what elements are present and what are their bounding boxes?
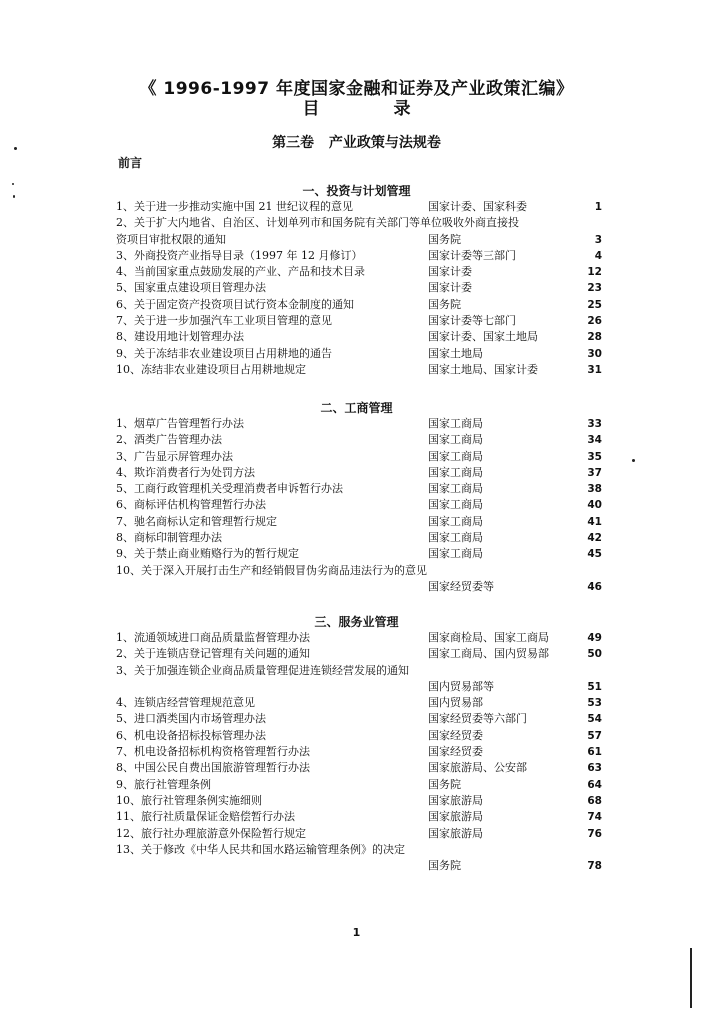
toc-entry-title: 1、流通领域进口商品质量监督管理办法 xyxy=(116,631,310,644)
toc-entry xyxy=(116,858,602,874)
toc-entry-page: 23 xyxy=(587,282,602,295)
toc-entry-title: 4、连锁店经营管理规范意见 xyxy=(116,696,255,710)
toc-entry-authority: 国家旅游局 xyxy=(428,826,483,840)
toc-entry-authority: 国家工商局 xyxy=(428,449,483,463)
toc-entry xyxy=(116,842,602,858)
toc-entry-authority: 国家工商局、国内贸易部 xyxy=(428,647,549,661)
toc-entry xyxy=(116,346,602,362)
toc-entry-title: 3、广告显示屏管理办法 xyxy=(116,449,233,463)
toc-entry-page: 49 xyxy=(587,632,602,644)
toc-entry-title: 8、商标印制管理办法 xyxy=(116,531,222,545)
table-of-contents-heading: 目 录 xyxy=(302,99,411,119)
toc-entry xyxy=(116,416,602,432)
toc-entry-title: 2、酒类广告管理办法 xyxy=(116,433,222,447)
toc-entry-title: 11、旅行社质量保证金赔偿暂行办法 xyxy=(116,810,295,824)
toc-entry xyxy=(116,630,602,646)
toc-entry-page: 68 xyxy=(587,794,602,807)
toc-entry-page: 35 xyxy=(587,450,602,463)
toc-entry xyxy=(116,264,602,280)
toc-entry-authority: 国家土地局、国家计委 xyxy=(428,362,538,376)
preface-label: 前言 xyxy=(118,156,143,170)
toc-entry-authority: 国家旅游局、公安部 xyxy=(428,761,527,775)
toc-entry-authority: 国家工商局 xyxy=(428,433,483,447)
toc-entry-authority: 国家经贸委 xyxy=(428,728,483,742)
toc-entry-title: 6、商标评估机构管理暂行办法 xyxy=(116,498,266,512)
toc-entry-title: 4、当前国家重点鼓励发展的产业、产品和技术目录 xyxy=(116,265,365,279)
toc-entry-title: 4、欺诈消费者行为处罚方法 xyxy=(116,465,255,479)
toc-entry-authority: 国家工商局 xyxy=(428,498,483,512)
toc-entry-title: 8、建设用地计划管理办法 xyxy=(116,330,244,344)
toc-entry-title: 7、关于进一步加强汽车工业项目管理的意见 xyxy=(116,314,332,328)
toc-entry xyxy=(116,711,602,727)
toc-entry-title: 2、关于扩大内地省、自治区、计划单列市和国务院有关部门等单位吸收外商直接投 xyxy=(116,216,519,230)
toc-entry-title: 7、驰名商标认定和管理暂行规定 xyxy=(116,514,277,528)
toc-entry-title: 2、关于连锁店登记管理有关问题的通知 xyxy=(116,647,310,661)
toc-entry-page: 61 xyxy=(587,746,602,759)
toc-entry-page: 63 xyxy=(587,762,602,775)
toc-entry-authority: 国家旅游局 xyxy=(428,810,483,824)
toc-entry xyxy=(116,777,602,793)
toc-entry xyxy=(116,297,602,313)
toc-entry-page: 30 xyxy=(587,347,602,360)
toc-entry-authority: 国务院 xyxy=(428,777,461,791)
toc-entry-title: 10、冻结非农业建设项目占用耕地规定 xyxy=(116,362,306,376)
toc-entry-page: 26 xyxy=(587,315,602,328)
toc-entry-page: 41 xyxy=(587,515,602,528)
toc-entry-page: 25 xyxy=(587,298,602,311)
toc-entry-title: 5、国家重点建设项目管理办法 xyxy=(116,281,266,295)
toc-entry xyxy=(116,646,602,662)
toc-entry-page: 37 xyxy=(587,466,602,479)
toc-entry-title: 3、关于加强连锁企业商品质量管理促进连锁经营发展的通知 xyxy=(116,663,409,677)
section-entries-services xyxy=(116,630,602,874)
toc-entry-authority: 国家工商局 xyxy=(428,547,483,561)
document-title: 《 1996-1997 年度国家金融和证券及产业政策汇编》 xyxy=(139,79,574,99)
toc-entry-title: 9、关于冻结非农业建设项目占用耕地的通告 xyxy=(116,346,332,360)
toc-entry-page: 45 xyxy=(587,548,602,561)
toc-entry xyxy=(116,329,602,345)
toc-entry-authority: 国家计委 xyxy=(428,281,472,295)
toc-entry xyxy=(116,530,602,546)
toc-entry xyxy=(116,248,602,264)
scan-speck xyxy=(13,195,15,198)
toc-entry-page: 1 xyxy=(594,201,602,213)
toc-entry xyxy=(116,280,602,296)
toc-entry-page: 40 xyxy=(587,499,602,512)
toc-entry-page: 50 xyxy=(587,648,602,661)
toc-entry xyxy=(116,826,602,842)
toc-entry-authority: 国家计委、国家科委 xyxy=(428,200,527,213)
toc-entry-authority: 国家计委等七部门 xyxy=(428,314,516,328)
toc-entry xyxy=(116,579,602,595)
toc-entry xyxy=(116,546,602,562)
scan-speck xyxy=(632,459,635,462)
toc-entry xyxy=(116,362,602,378)
toc-entry xyxy=(116,465,602,481)
toc-entry xyxy=(116,232,602,248)
toc-entry xyxy=(116,432,602,448)
toc-entry-authority: 国家计委等三部门 xyxy=(428,248,516,262)
toc-entry-page: 28 xyxy=(587,331,602,344)
toc-entry-title: 8、中国公民自费出国旅游管理暂行办法 xyxy=(116,761,310,775)
toc-entry-authority: 国家经贸委 xyxy=(428,745,483,759)
toc-entry xyxy=(116,514,602,530)
toc-entry-page: 46 xyxy=(587,580,602,593)
toc-entry-page: 12 xyxy=(587,266,602,279)
toc-entry xyxy=(116,481,602,497)
toc-entry-page: 33 xyxy=(587,418,602,430)
toc-entry-title: 3、外商投资产业指导目录（1997 年 12 月修订） xyxy=(116,248,363,262)
toc-entry-title: 9、旅行社管理条例 xyxy=(116,777,211,791)
toc-entry-title: 1、烟草广告管理暂行办法 xyxy=(116,417,244,430)
toc-entry-title: 10、关于深入开展打击生产和经销假冒伪劣商品违法行为的意见 xyxy=(116,563,427,577)
toc-entry-page: 53 xyxy=(587,697,602,710)
toc-entry-page: 78 xyxy=(587,860,602,873)
toc-entry xyxy=(116,663,602,679)
scan-speck xyxy=(14,147,17,150)
toc-entry-authority: 国家土地局 xyxy=(428,346,483,360)
toc-entry-authority: 国家商检局、国家工商局 xyxy=(428,631,549,644)
toc-entry-page: 64 xyxy=(587,778,602,791)
toc-entry xyxy=(116,215,602,231)
toc-entry-authority: 国内贸易部等 xyxy=(428,679,494,693)
scan-speck xyxy=(12,183,14,185)
page-number: 1 xyxy=(352,926,361,939)
toc-entry-title: 资项目审批权限的通知 xyxy=(116,232,226,246)
toc-entry-authority: 国家工商局 xyxy=(428,514,483,528)
toc-entry-authority: 国家工商局 xyxy=(428,482,483,496)
toc-entry-page: 42 xyxy=(587,532,602,545)
toc-entry-page: 57 xyxy=(587,729,602,742)
toc-entry xyxy=(116,313,602,329)
toc-entry xyxy=(116,449,602,465)
toc-entry xyxy=(116,728,602,744)
toc-entry-title: 5、工商行政管理机关受理消费者申诉暂行办法 xyxy=(116,482,343,496)
toc-entry-title: 6、机电设备招标投标管理办法 xyxy=(116,728,266,742)
toc-entry-authority: 国家工商局 xyxy=(428,465,483,479)
toc-entry-title: 9、关于禁止商业贿赂行为的暂行规定 xyxy=(116,547,299,561)
toc-entry-page: 74 xyxy=(587,811,602,824)
toc-entry-authority: 国家计委 xyxy=(428,265,472,279)
toc-entry-authority: 国家计委、国家土地局 xyxy=(428,330,538,344)
scan-edge-line xyxy=(690,948,692,1008)
toc-entry-page: 76 xyxy=(587,827,602,840)
toc-entry-authority: 国务院 xyxy=(428,232,461,246)
toc-entry-authority: 国内贸易部 xyxy=(428,696,483,710)
section-heading-commerce: 二、工商管理 xyxy=(320,401,393,415)
toc-entry-title: 5、进口酒类国内市场管理办法 xyxy=(116,712,266,726)
toc-entry-authority: 国家经贸委等六部门 xyxy=(428,712,527,726)
toc-entry-page: 31 xyxy=(587,363,602,376)
toc-entry-authority: 国家工商局 xyxy=(428,417,483,430)
toc-entry-authority: 国家经贸委等 xyxy=(428,579,494,593)
toc-entry xyxy=(116,199,602,215)
toc-entry-authority: 国家工商局 xyxy=(428,531,483,545)
toc-entry-title: 13、关于修改《中华人民共和国水路运输管理条例》的决定 xyxy=(116,842,405,856)
toc-entry xyxy=(116,679,602,695)
toc-entry xyxy=(116,793,602,809)
toc-entry-authority: 国务院 xyxy=(428,859,461,873)
toc-entry-title: 1、关于进一步推动实施中国 21 世纪议程的意见 xyxy=(116,200,353,213)
volume-title: 第三卷 产业政策与法规卷 xyxy=(272,135,441,151)
toc-entry-page: 34 xyxy=(587,434,602,447)
section-heading-services: 三、服务业管理 xyxy=(314,615,399,629)
toc-entry xyxy=(116,695,602,711)
section-entries-commerce xyxy=(116,416,602,595)
toc-entry-page: 51 xyxy=(587,680,602,693)
toc-entry-authority: 国务院 xyxy=(428,297,461,311)
toc-entry xyxy=(116,497,602,513)
toc-entry-title: 12、旅行社办理旅游意外保险暂行规定 xyxy=(116,826,306,840)
section-heading-investment: 一、投资与计划管理 xyxy=(302,184,411,198)
toc-entry-title: 7、机电设备招标机构资格管理暂行办法 xyxy=(116,745,310,759)
toc-entry xyxy=(116,809,602,825)
toc-entry-title: 10、旅行社管理条例实施细则 xyxy=(116,793,262,807)
toc-entry xyxy=(116,744,602,760)
toc-entry-page: 38 xyxy=(587,483,602,496)
toc-entry-authority: 国家旅游局 xyxy=(428,793,483,807)
section-entries-investment xyxy=(116,199,602,378)
toc-entry xyxy=(116,563,602,579)
toc-entry-page: 3 xyxy=(594,233,602,246)
toc-entry xyxy=(116,760,602,776)
toc-entry-page: 54 xyxy=(587,713,602,726)
toc-entry-title: 6、关于固定资产投资项目试行资本金制度的通知 xyxy=(116,297,354,311)
toc-entry-page: 4 xyxy=(594,249,602,262)
